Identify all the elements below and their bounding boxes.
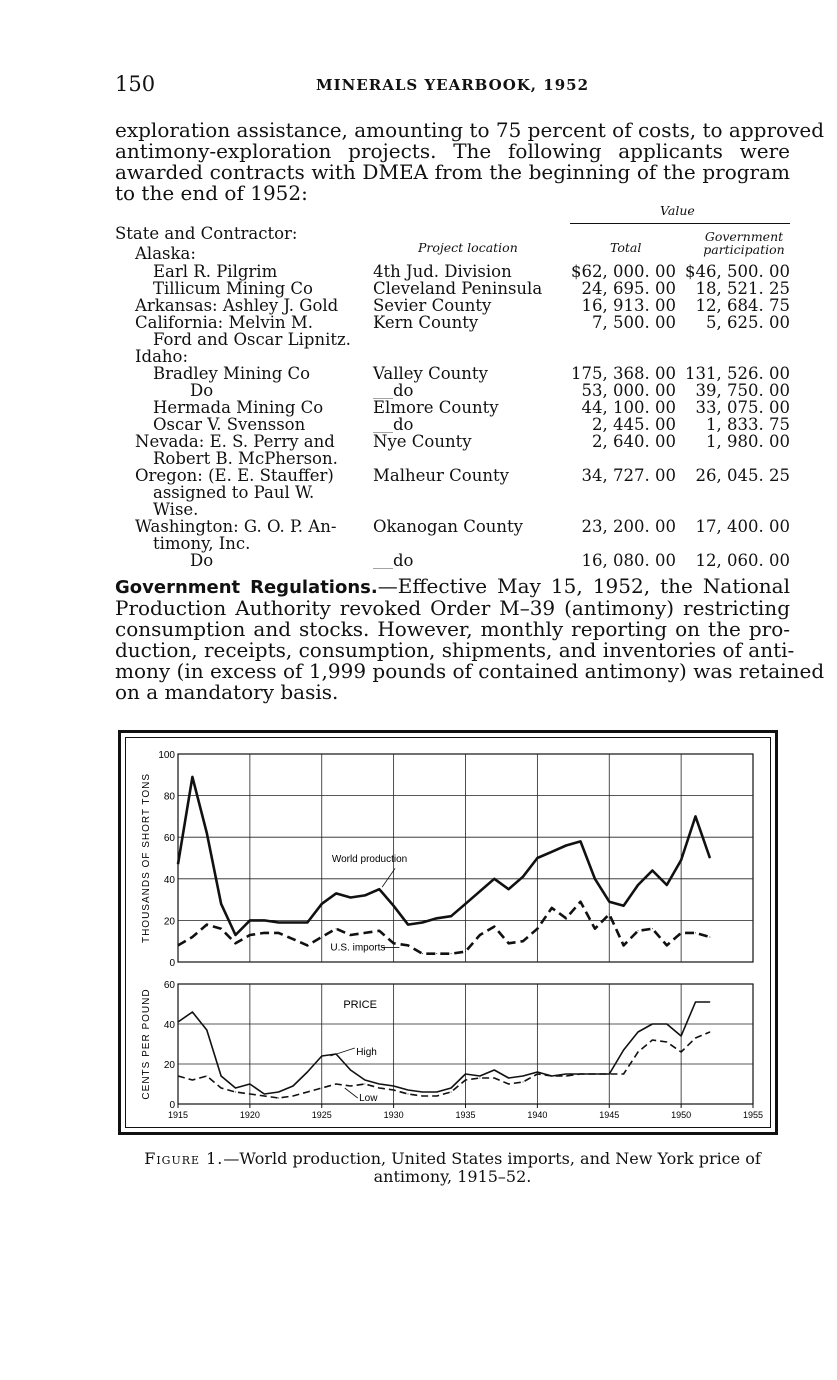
gov-participation-cell: 39, 750. 00	[695, 381, 790, 400]
data-point	[192, 1080, 193, 1081]
total-cell: 16, 080. 00	[581, 551, 676, 570]
data-point	[638, 930, 639, 931]
data-point	[494, 1078, 495, 1079]
annotation-pointer	[345, 1088, 358, 1098]
data-point	[336, 928, 337, 929]
data-point	[681, 1052, 682, 1053]
data-point	[566, 1074, 567, 1075]
data-point	[709, 1032, 710, 1033]
location-text: do	[393, 381, 414, 400]
data-point	[235, 1088, 236, 1089]
data-point	[264, 920, 265, 921]
location-text: Kern County	[373, 313, 479, 332]
data-point	[580, 901, 581, 902]
gov-participation-cell: 33, 075. 00	[695, 398, 790, 417]
gov-participation-cell: 1, 980. 00	[706, 432, 790, 451]
annotation-pointer	[330, 1048, 354, 1056]
location-cell	[373, 432, 472, 451]
caption-label: Figure 1.	[144, 1149, 224, 1168]
data-point	[221, 928, 222, 929]
leader-dots: ____	[373, 422, 393, 433]
regulations-line: duction, receipts, consumption, shipments, and inventories of anti-	[115, 638, 795, 662]
data-point	[638, 885, 639, 886]
data-point	[465, 903, 466, 904]
figure-caption	[115, 1150, 790, 1186]
y-axis-label: CENTS PER POUND	[141, 988, 152, 1100]
data-point	[364, 895, 365, 896]
price-line-high	[178, 1002, 710, 1094]
caption-text: —World production, United States imports, and New York price of	[223, 1149, 761, 1168]
annotation-pointer	[382, 868, 395, 887]
data-point	[278, 1098, 279, 1099]
y-axis-label: THOUSANDS OF SHORT TONS	[141, 772, 152, 944]
contractor-name: California: Melvin M.	[135, 313, 314, 332]
location-cell	[373, 517, 523, 536]
data-point	[264, 1096, 265, 1097]
contractor-name: assigned to Paul W.	[153, 483, 315, 502]
data-point	[249, 920, 250, 921]
data-point	[178, 945, 179, 946]
data-point	[350, 1070, 351, 1071]
data-point	[479, 1078, 480, 1079]
series-line-world-production	[178, 777, 710, 935]
data-point	[221, 1088, 222, 1089]
data-point	[408, 945, 409, 946]
page-number: 150	[115, 72, 156, 96]
data-point	[321, 1088, 322, 1089]
data-point	[695, 816, 696, 817]
data-point	[709, 858, 710, 859]
contractor-name: Do	[190, 381, 214, 400]
data-point	[178, 864, 179, 865]
y-tick-label: 40	[163, 1020, 175, 1031]
data-point	[221, 1076, 222, 1077]
intro-line: awarded contracts with DMEA from the beginning of the program	[115, 160, 790, 184]
x-tick-label: 1925	[311, 1110, 332, 1120]
data-point	[652, 1024, 653, 1025]
y-tick-label: 40	[163, 874, 175, 886]
data-point	[580, 841, 581, 842]
data-point	[681, 860, 682, 861]
price-title: PRICE	[343, 999, 377, 1011]
x-tick-label: 1940	[527, 1110, 548, 1120]
data-point	[436, 953, 437, 954]
data-point	[321, 1056, 322, 1057]
location-text: Sevier County	[373, 296, 492, 315]
data-point	[408, 924, 409, 925]
data-point	[321, 903, 322, 904]
data-point	[681, 1036, 682, 1037]
data-point	[465, 1074, 466, 1075]
y-tick-label: 100	[158, 750, 175, 761]
data-point	[523, 1082, 524, 1083]
total-cell: 16, 913. 00	[581, 296, 676, 315]
data-point	[479, 934, 480, 935]
contractor-name: Wise.	[153, 500, 199, 519]
data-point	[508, 1078, 509, 1079]
contractor-name: Washington: G. O. P. An-	[135, 517, 337, 536]
y-tick-label: 20	[163, 916, 175, 928]
data-point	[609, 901, 610, 902]
regulations-heading: Government Regulations.	[115, 577, 378, 598]
intro-line: exploration assistance, amounting to 75 percent of costs, to approved	[115, 118, 825, 142]
total-cell: 44, 100. 00	[581, 398, 676, 417]
data-point	[695, 932, 696, 933]
y-tick-label: 0	[169, 1100, 175, 1111]
gov-participation-cell: 26, 045. 25	[695, 466, 790, 485]
gov-participation-cell: 12, 684. 75	[695, 296, 790, 315]
location-text: Cleveland Peninsula	[373, 279, 543, 298]
contractor-name: Oregon: (E. E. Stauffer)	[135, 466, 334, 485]
gov-participation-cell: 12, 060. 00	[695, 551, 790, 570]
data-point	[422, 1096, 423, 1097]
data-point	[321, 937, 322, 938]
contractor-cell	[190, 551, 213, 570]
x-tick-label: 1915	[167, 1110, 189, 1120]
regulations-paragraph	[115, 574, 825, 704]
annotation-us-imports: U.S. imports	[330, 942, 386, 954]
leader-dots: ____	[373, 388, 393, 399]
x-tick-label: 1950	[671, 1110, 692, 1120]
total-cell: 175, 368. 00	[571, 364, 676, 383]
data-point	[594, 878, 595, 879]
regulations-line: on a mandatory basis.	[115, 680, 339, 704]
location-cell	[373, 466, 509, 485]
contractor-name: Alaska:	[135, 244, 196, 263]
contractor-name: Hermada Mining Co	[153, 398, 324, 417]
total-cell: 7, 500. 00	[592, 313, 676, 332]
data-point	[293, 1096, 294, 1097]
contractor-column-header: State and Contractor:	[115, 224, 298, 243]
contractor-name: Arkansas: Ashley J. Gold	[135, 296, 339, 315]
total-cell: 34, 727. 00	[581, 466, 676, 485]
data-point	[709, 1002, 710, 1003]
data-point	[393, 1086, 394, 1087]
data-point	[422, 953, 423, 954]
data-point	[293, 1086, 294, 1087]
data-point	[594, 1074, 595, 1075]
contractor-name: Tillicum Mining Co	[153, 279, 313, 298]
data-point	[364, 1084, 365, 1085]
contractor-name: Oscar V. Svensson	[153, 415, 306, 434]
location-cell	[373, 313, 478, 332]
data-point	[408, 1094, 409, 1095]
data-point	[307, 945, 308, 946]
figure-1-frame	[118, 730, 778, 1135]
data-point	[235, 934, 236, 935]
data-point	[523, 876, 524, 877]
data-point	[638, 1032, 639, 1033]
data-point	[451, 916, 452, 917]
x-tick-label: 1935	[455, 1110, 476, 1120]
data-point	[623, 905, 624, 906]
page-header	[115, 72, 790, 102]
y-tick-label: 60	[163, 833, 175, 845]
contractor-cell	[153, 364, 310, 383]
contractor-name: Nevada: E. S. Perry and	[135, 432, 335, 451]
data-point	[479, 1076, 480, 1077]
data-point	[508, 1084, 509, 1085]
location-text: 4th Jud. Division	[373, 262, 512, 281]
y-tick-label: 80	[163, 791, 175, 803]
data-point	[350, 897, 351, 898]
data-point	[307, 1092, 308, 1093]
data-point	[307, 1072, 308, 1073]
series-line-u-s-imports	[178, 902, 710, 954]
x-tick-label: 1930	[383, 1110, 404, 1120]
y-tick-label: 20	[163, 1060, 175, 1071]
data-point	[537, 928, 538, 929]
data-point	[566, 1076, 567, 1077]
caption-line-2: antimony, 1915–52.	[373, 1167, 532, 1186]
data-point	[638, 1052, 639, 1053]
data-point	[278, 922, 279, 923]
data-point	[206, 1030, 207, 1031]
data-point	[436, 918, 437, 919]
data-point	[336, 893, 337, 894]
x-tick-label: 1945	[599, 1110, 620, 1120]
contractor-name: Robert B. McPherson.	[153, 449, 338, 468]
data-point	[451, 953, 452, 954]
annotation-world-production: World production	[331, 854, 408, 866]
location-text: Okanogan County	[373, 517, 523, 536]
total-cell: 2, 445. 00	[592, 415, 676, 434]
gov-participation-cell: $46, 500. 00	[685, 262, 790, 281]
data-point	[609, 1074, 610, 1075]
data-point	[206, 1076, 207, 1077]
data-point	[666, 1042, 667, 1043]
data-point	[436, 1096, 437, 1097]
data-point	[178, 1076, 179, 1077]
data-point	[235, 943, 236, 944]
gov-participation-cell: 18, 521. 25	[695, 279, 790, 298]
data-point	[623, 1050, 624, 1051]
contractor-name: Idaho:	[135, 347, 189, 366]
data-point	[408, 1090, 409, 1091]
regulations-line: mony (in excess of 1,999 pounds of contained antimony) was retained	[115, 659, 825, 683]
leader-dots: ____	[373, 558, 393, 569]
location-cell	[373, 551, 414, 570]
data-point	[594, 928, 595, 929]
data-point	[479, 891, 480, 892]
gov-participation-cell: 5, 625. 00	[706, 313, 790, 332]
data-point	[508, 943, 509, 944]
total-cell: 2, 640. 00	[592, 432, 676, 451]
contractor-cell	[135, 244, 196, 263]
data-point	[235, 1092, 236, 1093]
data-point	[551, 851, 552, 852]
running-title: MINERALS YEARBOOK, 1952	[315, 76, 590, 94]
data-point	[623, 1074, 624, 1075]
data-point	[422, 1092, 423, 1093]
data-point	[350, 1086, 351, 1087]
contractor-name: Earl R. Pilgrim	[153, 262, 278, 281]
data-point	[379, 1088, 380, 1089]
data-point	[623, 945, 624, 946]
location-text: Nye County	[373, 432, 472, 451]
regulations-line	[115, 576, 790, 598]
data-point	[523, 1076, 524, 1077]
gov-participation-cell: 1, 833. 75	[706, 415, 790, 434]
data-point	[221, 903, 222, 904]
data-point	[566, 918, 567, 919]
data-point	[379, 930, 380, 931]
data-point	[580, 1074, 581, 1075]
annotation-low: Low	[359, 1093, 378, 1104]
data-point	[293, 939, 294, 940]
gov-column-header-line2: participation	[703, 242, 785, 257]
total-cell: 23, 200. 00	[581, 517, 676, 536]
location-text: do	[393, 415, 414, 434]
data-point	[422, 922, 423, 923]
data-point	[350, 934, 351, 935]
gov-participation-cell: 17, 400. 00	[695, 517, 790, 536]
total-cell: 53, 000. 00	[581, 381, 676, 400]
x-tick-label: 1920	[239, 1110, 260, 1120]
data-point	[537, 858, 538, 859]
data-point	[508, 889, 509, 890]
data-point	[551, 1076, 552, 1077]
data-point	[264, 1094, 265, 1095]
data-point	[264, 932, 265, 933]
data-point	[494, 926, 495, 927]
intro-line: antimony-exploration projects. The following applicants were	[115, 139, 790, 163]
data-point	[249, 934, 250, 935]
data-point	[393, 1090, 394, 1091]
data-point	[523, 941, 524, 942]
data-point	[379, 889, 380, 890]
figure-1-chart	[121, 733, 775, 1132]
contractor-name: Do	[190, 551, 214, 570]
location-text: Malheur County	[373, 466, 509, 485]
data-point	[307, 922, 308, 923]
data-point	[451, 1092, 452, 1093]
data-point	[249, 1094, 250, 1095]
data-point	[192, 937, 193, 938]
contractor-name: Ford and Oscar Lipnitz.	[153, 330, 351, 349]
data-point	[206, 833, 207, 834]
data-point	[681, 932, 682, 933]
production-chart	[141, 750, 753, 969]
location-text: do	[393, 551, 414, 570]
y-tick-label: 60	[163, 980, 175, 991]
data-point	[465, 951, 466, 952]
regulations-line: consumption and stocks. However, monthly reporting on the pro-	[115, 617, 790, 641]
data-point	[695, 1002, 696, 1003]
data-point	[436, 1092, 437, 1093]
total-cell: $62, 000. 00	[571, 262, 676, 281]
value-header: Value	[660, 203, 695, 218]
data-point	[465, 1080, 466, 1081]
value-header-rule	[570, 223, 790, 224]
data-point	[249, 1084, 250, 1085]
data-point	[206, 924, 207, 925]
regulations-text: —Effective May 15, 1952, the National	[377, 574, 791, 598]
data-point	[666, 885, 667, 886]
data-point	[393, 905, 394, 906]
data-point	[537, 1074, 538, 1075]
annotation-high: High	[356, 1047, 377, 1058]
data-point	[695, 1038, 696, 1039]
intro-paragraph	[115, 118, 825, 205]
data-point	[566, 845, 567, 846]
data-point	[709, 937, 710, 938]
location-text: Elmore County	[373, 398, 499, 417]
contractor-name: timony, Inc.	[153, 534, 251, 553]
data-point	[192, 1012, 193, 1013]
data-point	[652, 928, 653, 929]
location-text: Valley County	[373, 364, 488, 383]
data-point	[609, 914, 610, 915]
price-chart	[141, 980, 763, 1120]
data-point	[551, 907, 552, 908]
gov-column-header-line1: Government	[704, 229, 784, 244]
total-cell: 24, 695. 00	[581, 279, 676, 298]
data-point	[393, 943, 394, 944]
caption-line-1	[115, 1150, 790, 1168]
location-column-header: Project location	[418, 240, 518, 255]
data-point	[178, 1022, 179, 1023]
data-point	[494, 1070, 495, 1071]
data-point	[364, 932, 365, 933]
regulations-line: Production Authority revoked Order M–39 (antimony) restricting	[115, 596, 790, 620]
data-point	[494, 878, 495, 879]
data-point	[293, 922, 294, 923]
data-point	[192, 776, 193, 777]
data-point	[379, 1084, 380, 1085]
data-point	[537, 1072, 538, 1073]
y-tick-label: 0	[169, 958, 175, 969]
gov-participation-cell: 131, 526. 00	[685, 364, 790, 383]
intro-line: to the end of 1952:	[115, 181, 308, 205]
data-point	[278, 932, 279, 933]
data-point	[666, 1024, 667, 1025]
data-point	[451, 1088, 452, 1089]
data-point	[278, 1092, 279, 1093]
data-point	[336, 1084, 337, 1085]
data-point	[652, 1040, 653, 1041]
data-point	[652, 870, 653, 871]
data-point	[364, 1080, 365, 1081]
contractor-name: Bradley Mining Co	[153, 364, 311, 383]
total-column-header: Total	[610, 240, 642, 255]
x-tick-label: 1955	[742, 1110, 764, 1120]
data-point	[666, 945, 667, 946]
